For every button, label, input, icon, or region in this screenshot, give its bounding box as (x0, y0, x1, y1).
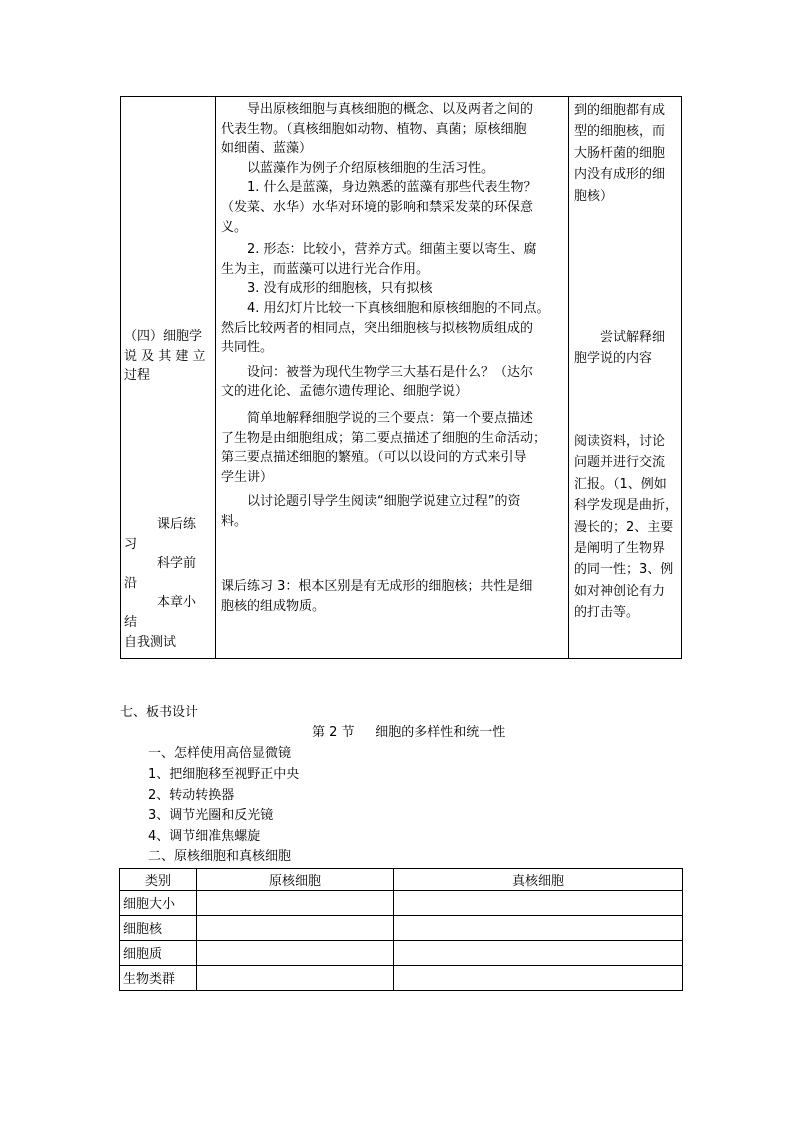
col3-text (574, 431, 678, 624)
table-cell (197, 965, 394, 990)
content-line: 以蓝藻作为例子介绍原核细胞的生活习性。 (247, 160, 495, 176)
table-cell (394, 965, 683, 990)
header-prokaryote: 原核细胞 (197, 869, 394, 891)
activity-line: 的打击等。 (574, 605, 640, 621)
activity-line: 内没有成形的细 (574, 167, 666, 183)
col3-text (574, 100, 665, 207)
table-row (120, 915, 683, 940)
step-item: 3、调节光圈和反光镜 (148, 808, 274, 823)
activity-line: 漫长的；2、主要 (574, 519, 674, 535)
section-title: 七、板书设计 (120, 705, 199, 720)
content-line: 料。 (221, 513, 248, 529)
row-label: 课后练 (157, 517, 197, 532)
table-header-row (120, 869, 683, 891)
content-line: 3. 没有成形的细胞核，只有拟核 (247, 281, 433, 297)
activity-line: 的同一性；3、例 (574, 562, 674, 578)
row-category: 细胞核 (120, 915, 197, 940)
row-category: 生物类群 (120, 965, 197, 990)
activity-line: 是阐明了生物界 (574, 540, 666, 556)
column-divider (568, 97, 569, 658)
col1-text (124, 515, 196, 652)
board-heading: 第 2 节 细胞的多样性和统一性 (312, 725, 506, 740)
col3-text (574, 327, 665, 369)
table-row (120, 890, 683, 915)
content-line: 生为主，而蓝藻可以进行光合作用。 (221, 261, 430, 277)
content-line: 如细菌、蓝藻） (221, 141, 313, 157)
table-cell (197, 890, 394, 915)
table-row (120, 940, 683, 965)
content-line: 课后练习 3：根本区别是有无成形的细胞核；共性是细 (221, 579, 533, 594)
activity-line: 胞核） (574, 188, 614, 204)
activity-line: 科学发现是曲折， (574, 498, 679, 514)
content-line: 第三要点描述细胞的繁殖。（可以以设问的方式来引导 (221, 450, 527, 466)
row-label: 结 (124, 614, 138, 630)
row-label: 过程 (124, 368, 151, 384)
table-row (120, 965, 683, 990)
content-line: 学生讲） (221, 469, 274, 485)
activity-line: 阅读资料，讨论 (574, 434, 666, 449)
step-item: 4、调节细准焦螺旋 (148, 829, 261, 844)
header-eukaryote: 真核细胞 (394, 869, 683, 891)
table-cell (394, 890, 683, 915)
content-line: （发菜、水华）水华对环境的影响和禁采发菜的环保意 (221, 199, 534, 215)
col1-text (124, 327, 206, 386)
activity-line: 到的细胞都有成 (574, 103, 666, 118)
content-line: 然后比较两者的相同点，突出细胞核与拟核物质组成的 (221, 320, 534, 336)
row-label: 本章小 (157, 595, 197, 611)
content-line: 设问：被誉为现代生物学三大基石是什么？（达尔 (247, 364, 534, 380)
activity-line: 大肠杆菌的细胞 (574, 145, 666, 161)
header-category: 类别 (120, 869, 197, 891)
content-line: 共同性。 (221, 340, 274, 356)
content-line: 义。 (221, 219, 248, 235)
row-category: 细胞质 (120, 940, 197, 965)
comparison-table (119, 868, 683, 991)
content-line: 2. 形态：比较小，营养方式。细菌主要以寄生、腐 (247, 242, 537, 258)
content-line: 胞核的组成物质。 (221, 598, 326, 614)
activity-line: 汇报。（1、例如 (574, 476, 667, 492)
activity-line: 问题并进行交流 (574, 455, 666, 471)
row-label: （四）细胞学 (124, 329, 203, 344)
content-line: 4. 用幻灯片比较一下真核细胞和原核细胞的不同点。 (247, 300, 550, 316)
table-cell (394, 940, 683, 965)
column-divider (215, 97, 216, 658)
activity-line: 如对神创论有力 (574, 583, 666, 599)
content-line: 代表生物。（真核细胞如动物、植物、真菌；原核细胞 (221, 121, 527, 137)
content-line: 文的进化论、孟德尔遗传理论、细胞学说） (221, 384, 469, 400)
content-line: 1. 什么是蓝藻，身边熟悉的蓝藻有那些代表生物？ (247, 180, 537, 196)
row-label: 科学前 (157, 556, 197, 572)
col2-text (221, 577, 532, 616)
part2-title: 二、原核细胞和真核细胞 (148, 849, 292, 864)
step-item: 2、转动转换器 (148, 788, 235, 803)
lesson-plan-table (120, 96, 682, 659)
table-cell (197, 915, 394, 940)
table-cell (394, 915, 683, 940)
activity-line: 尝试解释细 (600, 330, 666, 345)
content-line: 简单地解释细胞学说的三个要点：第一个要点描述 (247, 410, 534, 426)
part1-title: 一、怎样使用高倍显微镜 (148, 746, 292, 761)
activity-line: 型的细胞核，而 (574, 124, 666, 140)
activity-line: 胞学说的内容 (574, 351, 653, 366)
table-cell (197, 940, 394, 965)
content-line: 了生物是由细胞组成；第二要点描述了细胞的生命活动； (221, 430, 547, 446)
row-label: 说 及 其 建 立 (124, 348, 206, 364)
content-line: 以讨论题引导学生阅读“细胞学说建立过程”的资 (247, 494, 521, 510)
content-line: 导出原核细胞与真核细胞的概念、以及两者之间的 (247, 102, 534, 117)
row-label: 自我测试 (124, 634, 177, 650)
col2-text (221, 100, 550, 531)
step-item: 1、把细胞移至视野正中央 (148, 767, 300, 782)
row-label: 沿 (124, 575, 138, 591)
row-category: 细胞大小 (120, 890, 197, 915)
row-label: 习 (124, 536, 138, 552)
